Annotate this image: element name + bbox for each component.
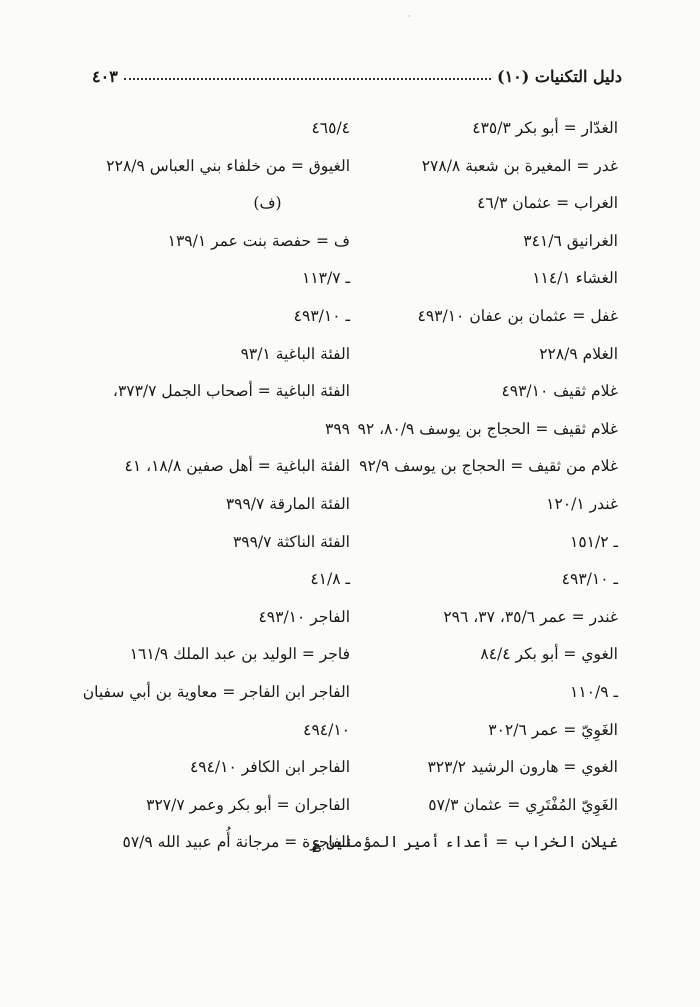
index-entry: الغدّار = أبو بكر ٤٣٥/٣ [472, 119, 618, 137]
index-entry: الفئة الباغية = أصحاب الجمل ٣٧٣/٧، [112, 382, 350, 401]
index-entry: الغيوق = من خلفاء بني العباس ٢٢٨/٩ [106, 156, 350, 175]
index-entry: الفئة الباغية ٩٣/١ [240, 344, 350, 363]
index-entry: الغَوِيّ المُفْتَرِي = عثمان ٥٧/٣ [428, 795, 618, 814]
index-entry: غلام من ثقيف = الحجاج بن يوسف ٩٢/٩ [359, 457, 618, 476]
index-entry: ـ ١١٠/٩ [570, 682, 618, 701]
index-entry: الفاجر ٤٩٣/١٠ [258, 607, 350, 626]
index-entry: الفئة الناكثة ٣٩٩/٧ [232, 532, 350, 551]
scan-speck: · [408, 12, 411, 21]
index-entry: الغوي = أبو بكر ٨٤/٤ [480, 645, 618, 664]
index-entry: الغراب = عثمان ٤٦/٣ [477, 194, 618, 213]
index-entry: الفاجر ابن الفاجر = معاوية بن أبي سفيان [82, 682, 350, 701]
index-entry: ٤٦٥/٤ [311, 119, 350, 137]
section-letter-heading: (ف) [253, 194, 282, 213]
index-entry: ف = حفصة بنت عمر ١٣٩/١ [167, 231, 350, 250]
page-header [92, 58, 622, 86]
index-entry: ـ ١٥١/٢ [570, 532, 618, 551]
running-title: دليل التكنيات (١٠) [497, 67, 622, 86]
index-entry: ـ ١١٣/٧ [302, 269, 350, 288]
index-entry: الفئة المارقة ٣٩٩/٧ [225, 494, 350, 513]
index-entry: الفاجرة = مرجانة أُم عبيد الله ٥٧/٩ [122, 833, 350, 852]
index-entry: ـ ٤٩٣/١٠ [293, 306, 350, 325]
index-entry: الغلام ٢٢٨/٩ [539, 344, 618, 363]
index-entry: ـ ٤٩٣/١٠ [561, 570, 618, 589]
index-entry: الغوي = هارون الرشيد ٣٢٣/٢ [427, 758, 618, 777]
index-entry: الفئة الباغية = أهل صفين ١٨/٨، ٤١ [124, 457, 350, 476]
header-dot-leader [124, 78, 491, 80]
index-column-left [82, 113, 350, 865]
index-entry: الغشاء ١١٤/١ [532, 269, 618, 288]
index-entry: غيلان الخراب = أعداء أمير المؤمنين ؏ [312, 833, 618, 852]
index-entry: الفاجر ابن الكافر ٤٩٤/١٠ [189, 758, 350, 777]
index-entry: غندر = عمر ٣٥/٦، ٣٧، ٢٩٦ [443, 607, 618, 626]
page-number: ٤٠٣ [92, 67, 118, 86]
index-entry: غلام ثقيف = الحجاج بن يوسف ٨٠/٩، ٩٢ [357, 419, 618, 438]
index-entry: فاجر = الوليد بن عبد الملك ١٦١/٩ [129, 645, 350, 664]
index-entry: الغرانيق ٣٤١/٦ [523, 231, 618, 250]
index-entry: غندر ١٢٠/١ [546, 494, 618, 513]
index-entry: ٣٩٩ [325, 419, 350, 438]
index-entry: الفاجران = أبو بكر وعمر ٣٢٧/٧ [146, 795, 350, 814]
index-entry: الغَوِيّ = عمر ٣٠٢/٦ [488, 720, 618, 739]
index-entry: غلام ثقيف ٤٩٣/١٠ [501, 382, 618, 401]
index-entry: ـ ٤١/٨ [310, 570, 350, 589]
index-entry: ٤٩٤/١٠ [303, 720, 350, 739]
index-entry: غفل = عثمان بن عفان ٤٩٣/١٠ [417, 306, 618, 325]
index-entry: غدر = المغيرة بن شعبة ٢٧٨/٨ [421, 156, 618, 175]
